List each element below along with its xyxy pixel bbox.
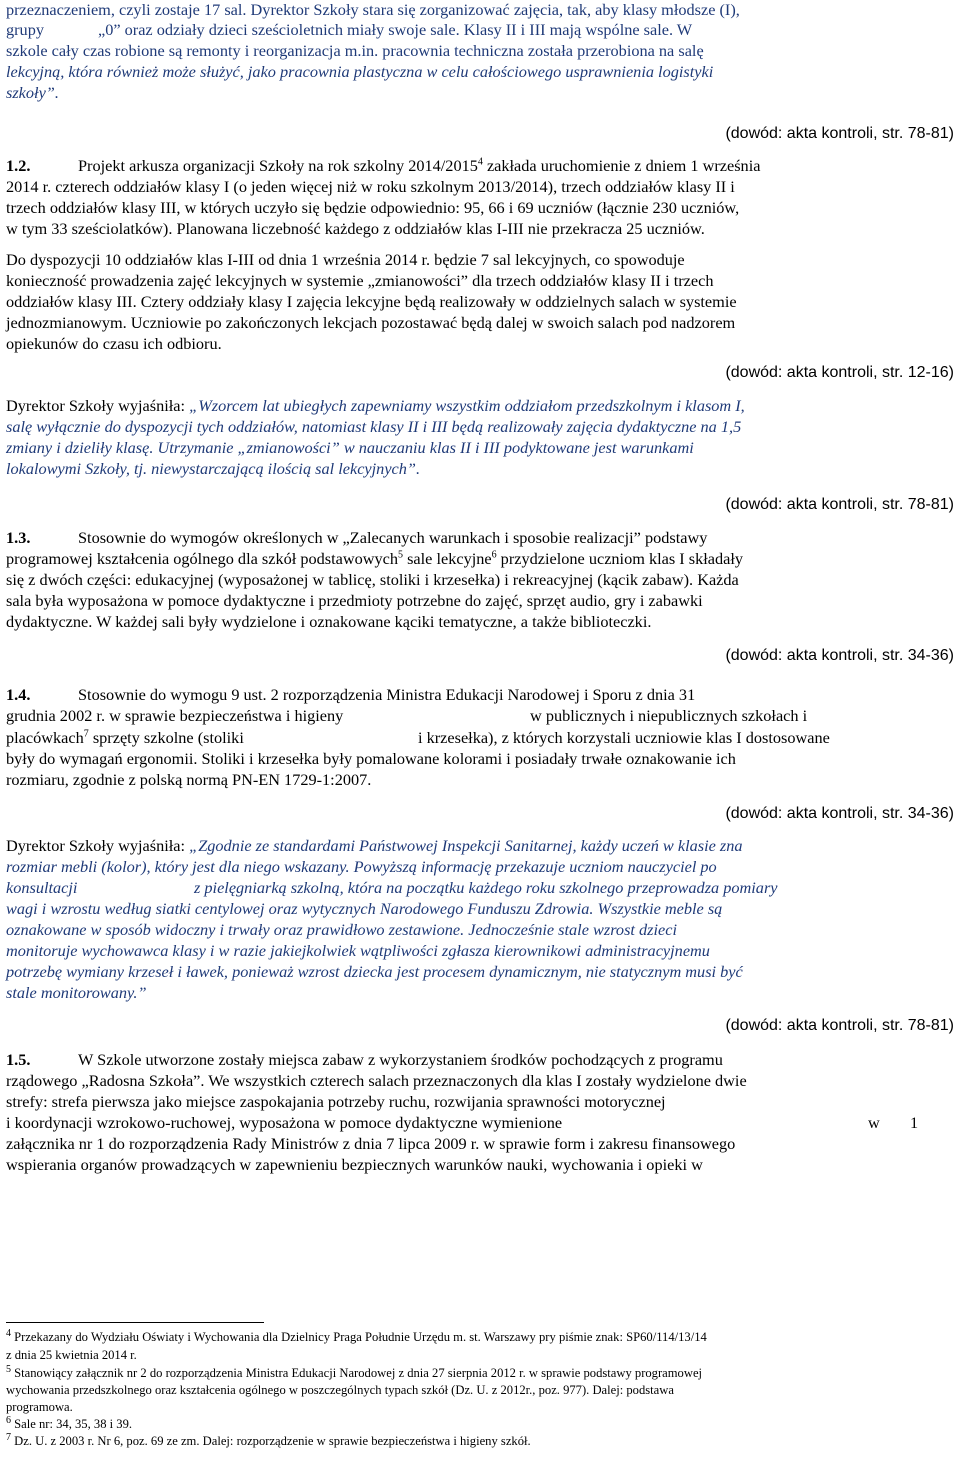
section-1-5-text: W Szkole utworzone zostały miejsca zabaw z wykorzystaniem środków pochodzących z programu — [78, 1050, 723, 1069]
director-lead: Dyrektor Szkoły wyjaśniła: — [6, 396, 190, 415]
director-quote-a: konsultacji — [6, 878, 78, 897]
section-1-3-text-b: sale lekcyjne — [403, 549, 492, 568]
footnote-ref-4: 4 — [477, 156, 483, 168]
section-1-4-line-2 — [6, 706, 954, 727]
footnote-text: Dz. U. z 2003 r. Nr 6, poz. 69 ze zm. Dalej: rozporządzenie w sprawie bezpieczeństwa i higieny szkół. — [11, 1434, 531, 1448]
section-1-3-line-2 — [6, 549, 954, 570]
section-1-4-line-4: były do wymagań ergonomii. Stoliki i krzesełka były pomalowane kolorami i posiadały trwałe oznakowanie ich — [6, 749, 736, 768]
footnote-separator — [6, 1322, 264, 1323]
section-1-4-text-b: w publicznych i niepublicznych szkołach i — [530, 706, 808, 725]
intro-group: grupy — [6, 20, 44, 39]
section-number: 1.2. — [6, 156, 31, 175]
section-1-5-text-c: 1 — [910, 1113, 919, 1132]
section-1-5-text-a: i koordynacji wzrokowo-ruchowej, wyposażona w pomoce dydaktyczne wymienione — [6, 1113, 563, 1132]
section-1-4-text-a: grudnia 2002 r. w sprawie bezpieczeństwa i higieny — [6, 706, 344, 725]
section-1-4-line-5: rozmiaru, zgodnie z polską normą PN-EN 1729-1:2007. — [6, 770, 372, 789]
section-1-2-line-4: w tym 33 sześciolatków). Planowana liczebność każdego z oddziałów klas I-III nie przekracza 25 uczniów. — [6, 219, 705, 238]
director-quote-b: z pielęgniarką szkolną, która na początku każdego roku szkolnego przeprowadza pomiary — [194, 878, 778, 897]
section-1-5-line-4 — [6, 1113, 954, 1134]
director-quote: „Zgodnie ze standardami Państwowej Inspekcji Sanitarnej, każdy uczeń w klasie zna — [189, 836, 743, 855]
director-explanation-2-line-8: stale monitorowany.” — [6, 983, 147, 1002]
intro-line-3: szkole cały czas robione są remonty i reorganizacja m.in. pracownia techniczna została przerobiona na salę — [6, 41, 704, 60]
section-number: 1.3. — [6, 528, 31, 547]
footnote-ref-5: 5 — [398, 549, 403, 561]
director-quote: „Wzorcem lat ubiegłych zapewniamy wszystkim oddziałom przedszkolnym i klasom I, — [189, 396, 745, 415]
section-1-4-text-c: placówkach — [6, 728, 84, 747]
section-number: 1.5. — [6, 1050, 31, 1069]
section-1-2-line-7: oddziałów klasy III. Cztery oddziały klasy I zajęcia lekcyjne będą realizowały w oddzielnych salach w systemie — [6, 292, 737, 311]
footnote-5-line-3: programowa. — [6, 1400, 73, 1414]
section-1-4-text: Stosownie do wymogu 9 ust. 2 rozporządzenia Ministra Edukacji Narodowej i Sporu z dnia 31 — [78, 685, 696, 704]
section-1-2-line-2: 2014 r. czterech oddziałów klasy I (o jeden więcej niż w roku szkolnym 2013/2014), trzech oddziałów klasy II i — [6, 177, 735, 196]
director-explanation-2-line-2: rozmiar mebli (kolor), który jest dla niego wskazany. Powyższą informację przekazuje uczniom nauczyciel po — [6, 857, 717, 876]
evidence-ref-4: (dowód: akta kontroli, str. 34-36) — [725, 647, 954, 664]
director-explanation-2-line-4: wagi i wzrostu według siatki centylowej oraz wytycznych Narodowego Funduszu Zdrowia. Wszystkie meble są — [6, 899, 723, 918]
section-1-3-line-5: dydaktyczne. W każdej sali były wydzielone i oznakowane kąciki tematyczne, a także biblioteczki. — [6, 612, 652, 631]
footnote-ref-6: 6 — [491, 549, 497, 561]
evidence-ref-2: (dowód: akta kontroli, str. 12-16) — [725, 364, 954, 381]
section-1-5-text-b: w — [868, 1113, 880, 1132]
director-explanation-1-line-3: zmiany i dzieliły klasę. Utrzymanie „zmianowości” w nauczaniu klas II i III podyktowane jest warunkami — [6, 438, 694, 457]
footnote-text: Sale nr: 34, 35, 38 i 39. — [11, 1417, 133, 1431]
section-1-2-text: Projekt arkusza organizacji Szkoły na rok szkolny 2014/2015 — [78, 156, 478, 175]
director-lead: Dyrektor Szkoły wyjaśniła: — [6, 836, 190, 855]
section-number: 1.4. — [6, 685, 31, 704]
section-1-4-line-3 — [6, 728, 954, 749]
evidence-ref-1: (dowód: akta kontroli, str. 78-81) — [725, 125, 954, 142]
director-explanation-2-line-6: monitoruje wychowawca klasy i w razie jakiejkolwiek wątpliwości zgłasza kierownikowi administracyjnemu — [6, 941, 710, 960]
footnote-6 — [6, 1416, 954, 1432]
intro-line-5: szkoły”. — [6, 83, 59, 102]
footnote-5-line-2: wychowania przedszkolnego oraz kształcenia ogólnego w poszczególnych typach szkół (Dz. U. z 2012r., poz. 977). Dalej: podstawa — [6, 1383, 674, 1397]
section-1-5-line-3: strefy: strefa pierwsza jako miejsce zaspokajania potrzeby ruchu, rozwijania sprawności motorycznej — [6, 1092, 666, 1111]
section-1-2-line-9: opiekunów do czasu ich odbioru. — [6, 334, 222, 353]
section-1-3-line-4: sala była wyposażona w pomoce dydaktyczne i przedmioty potrzebne do zajęć, sprzęt audio, gry i zabawki — [6, 591, 703, 610]
footnote-4-line-1 — [6, 1329, 954, 1345]
section-1-2-line-6: konieczność prowadzenia zajęć lekcyjnych w systemie „zmianowości” dla trzech oddziałów klasy II i trzech — [6, 271, 714, 290]
section-1-3-text-a: programowej kształcenia ogólnego dla szkół podstawowych — [6, 549, 398, 568]
footnote-number: 5 — [6, 1363, 11, 1375]
footnote-text: Przekazany do Wydziału Oświaty i Wychowania dla Dzielnicy Praga Południe Urzędu m. st. Warszawy pry piśmie znak: SP60/114/13/14 — [11, 1330, 707, 1344]
director-explanation-1-line-4: lokalowymi Szkoły, tj. niewystarczającą ilością sal lekcyjnych”. — [6, 459, 421, 478]
footnote-number: 4 — [6, 1327, 11, 1339]
footnote-ref-7: 7 — [83, 728, 89, 740]
director-explanation-2-line-7: potrzebę wymiany krzeseł i ławek, ponieważ wzrost dziecka jest procesem dynamicznym, nie statycznym musi być — [6, 962, 743, 981]
section-1-3-text-c: przydzielone uczniom klas I składały — [496, 549, 744, 568]
intro-line-2-rest: „0” oraz odziały dzieci sześcioletnich miały swoje sale. Klasy II i III mają wspólne sale. W — [97, 20, 693, 39]
section-1-2-line-8: jednozmianowym. Uczniowie po zakończonych lekcjach pozostawać będą dalej w swoich salach pod nadzorem — [6, 313, 736, 332]
director-explanation-1-line-2: salę wyłącznie do dyspozycji tych oddziałów, natomiast klasy II i III będą realizowały zajęcia dydaktyczne na 1,5 — [6, 417, 742, 436]
evidence-ref-6: (dowód: akta kontroli, str. 78-81) — [725, 1017, 954, 1034]
director-explanation-2-line-1 — [6, 836, 954, 857]
intro-line-1: przeznaczeniem, czyli zostaje 17 sal. Dyrektor Szkoły stara się zorganizować zajęcia, tak, aby klasy młodsze (I), — [6, 0, 740, 19]
section-1-5-line-5: załącznika nr 1 do rozporządzenia Rady Ministrów z dnia 7 lipca 2009 r. w sprawie form i zakresu finansowego — [6, 1134, 736, 1153]
footnote-5-line-1 — [6, 1365, 954, 1381]
director-explanation-1-line-1 — [6, 396, 954, 417]
director-explanation-2-line-5: oznakowane w sposób widoczny i trwały oraz prawidłowo zestawione. Jednocześnie stale wzrost dzieci — [6, 920, 677, 939]
section-1-4-text-d: sprzęty szkolne (stoliki — [88, 728, 244, 747]
footnote-4-line-2: z dnia 25 kwietnia 2014 r. — [6, 1348, 137, 1362]
footnote-number: 7 — [6, 1431, 11, 1443]
section-1-2-line-3: trzech oddziałów klasy III, w których uczyło się będzie odpowiednio: 95, 66 i 69 uczniów (łącznie 230 uczniów, — [6, 198, 740, 217]
evidence-ref-3: (dowód: akta kontroli, str. 78-81) — [725, 496, 954, 513]
section-1-2-line-1 — [6, 156, 954, 177]
footnote-7 — [6, 1433, 954, 1449]
section-1-2-line-5: Do dyspozycji 10 oddziałów klas I-III od dnia 1 września 2014 r. będzie 7 sal lekcyjnych, co spowoduje — [6, 250, 685, 269]
section-1-5-line-1 — [6, 1050, 954, 1071]
evidence-ref-5: (dowód: akta kontroli, str. 34-36) — [725, 805, 954, 822]
section-1-4-text-e: i krzesełka), z których korzystali uczniowie klas I dostosowane — [418, 728, 830, 747]
section-1-4-line-1 — [6, 685, 954, 706]
section-1-5-line-6: wspierania organów prowadzących w zapewnieniu bezpiecznych warunków nauki, wychowania i opieki w — [6, 1155, 703, 1174]
intro-line-4: lekcyjną, która również może służyć, jako pracownia plastyczna w celu całościowego usprawnienia logistyki — [6, 62, 714, 81]
footnote-text: Stanowiący załącznik nr 2 do rozporządzenia Ministra Edukacji Narodowej z dnia 27 sierpnia 2012 r. w sprawie podstawy programowej — [11, 1366, 703, 1380]
section-1-2-text-cont: zakłada uruchomienie z dniem 1 września — [482, 156, 761, 175]
section-1-3-text: Stosownie do wymogów określonych w „Zalecanych warunkach i sposobie realizacji” podstawy — [78, 528, 708, 547]
director-explanation-2-line-3 — [6, 878, 954, 899]
footnote-number: 6 — [6, 1414, 11, 1426]
section-1-5-line-2: rządowego „Radosna Szkoła”. We wszystkich czterech salach przeznaczonych dla klas I zostały wydzielone dwie — [6, 1071, 747, 1090]
section-1-3-line-3: się z dwóch części: edukacyjnej (wyposażonej w tablicę, stoliki i krzesełka) i rekreacyjnej (kącik zabaw). Każda — [6, 570, 739, 589]
intro-line-2 — [6, 20, 954, 41]
section-1-3-line-1 — [6, 528, 954, 549]
